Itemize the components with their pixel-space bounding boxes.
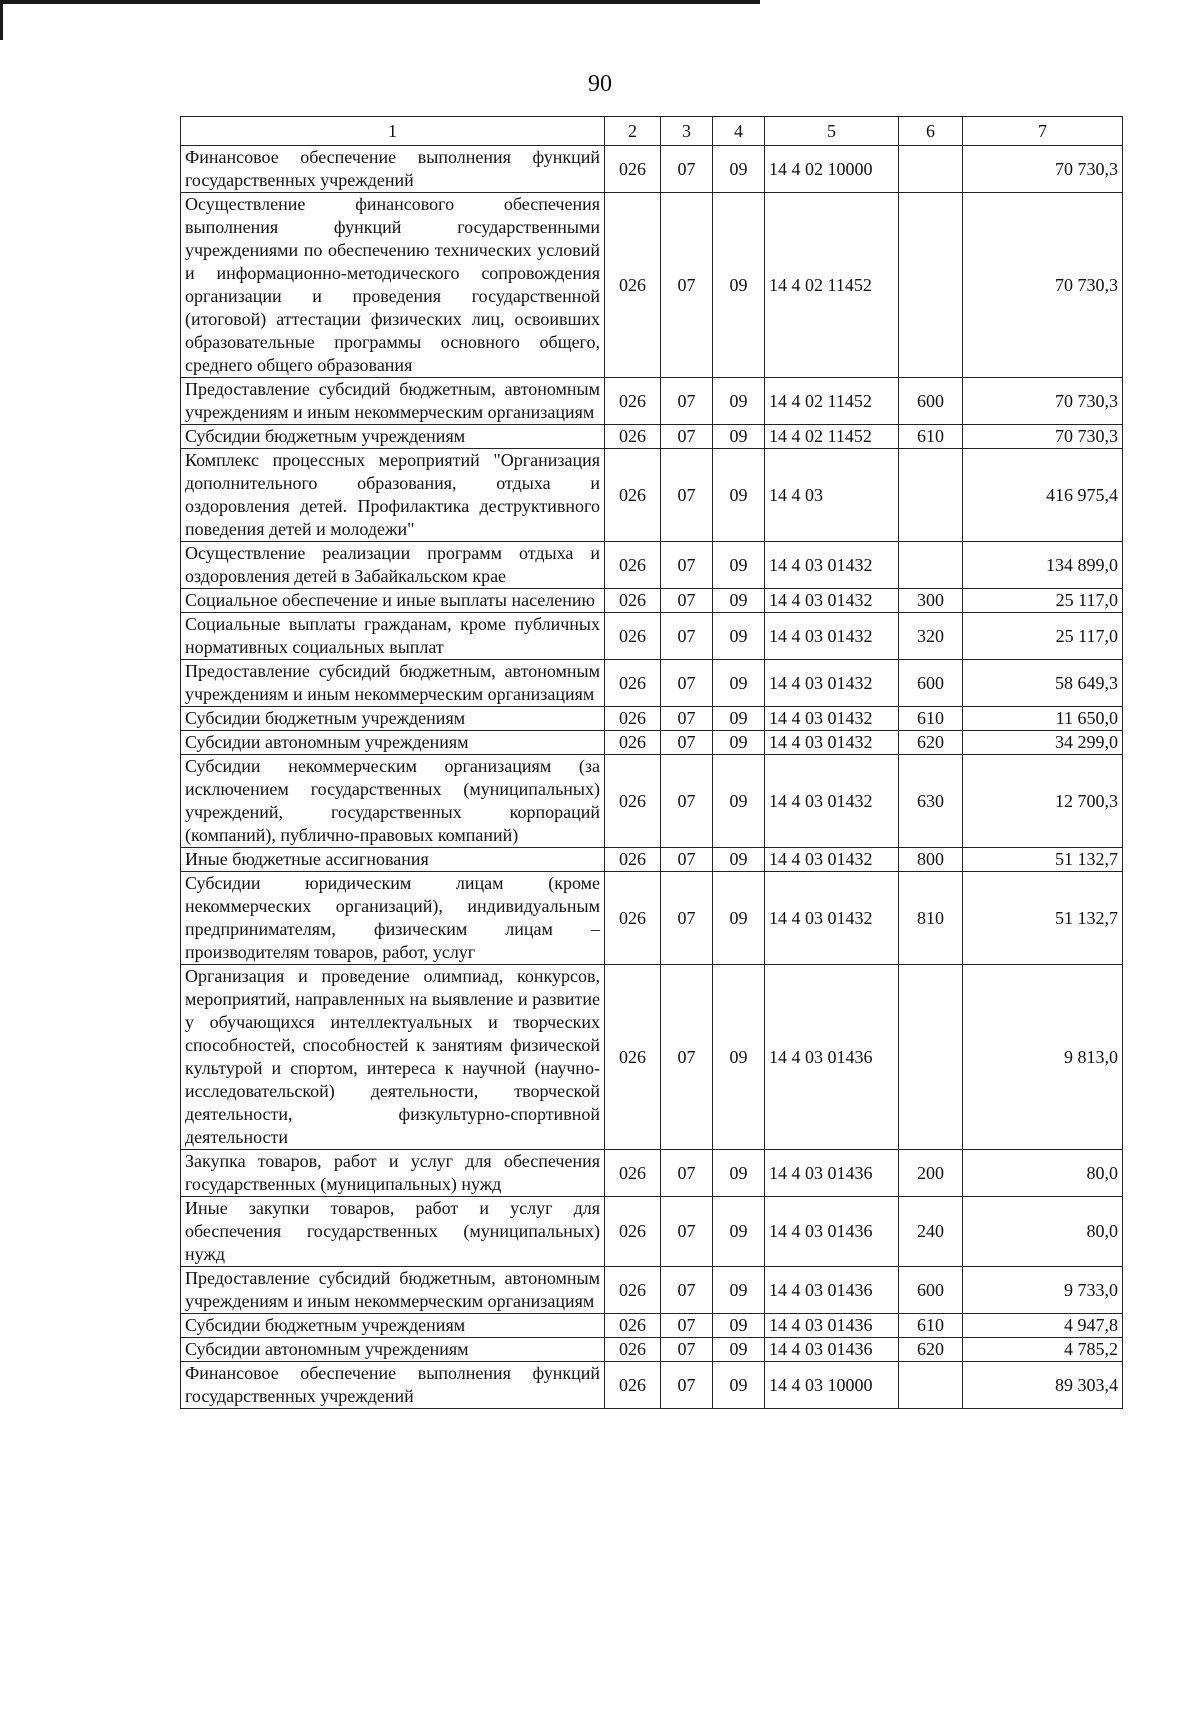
row-code-vr [899,542,963,589]
row-code-vr: 630 [899,755,963,848]
row-description: Предоставление субсидий бюджетным, автономным учреждениям и иным некоммерческим организациям [181,660,605,707]
row-code-rz: 07 [661,1314,713,1338]
row-code-csr: 14 4 03 01432 [765,731,899,755]
row-code-csr: 14 4 03 01436 [765,1314,899,1338]
row-amount: 51 132,7 [963,848,1123,872]
row-amount: 70 730,3 [963,146,1123,193]
table-row [181,1362,1123,1409]
row-code-gr: 026 [605,1314,661,1338]
row-code-gr: 026 [605,755,661,848]
row-code-rz: 07 [661,1267,713,1314]
row-description: Субсидии некоммерческим организациям (за исключением государственных (муниципальных) учреждений, государственных корпораций (компаний), публично-правовых компаний) [181,755,605,848]
row-amount: 70 730,3 [963,425,1123,449]
row-description: Социальное обеспечение и иные выплаты населению [181,589,605,613]
header-col-6: 6 [899,117,963,146]
row-code-vr: 600 [899,1267,963,1314]
table-row [181,707,1123,731]
page-number: 90 [588,71,612,97]
row-code-pr: 09 [713,613,765,660]
header-col-4: 4 [713,117,765,146]
row-description: Предоставление субсидий бюджетным, автономным учреждениям и иным некоммерческим организациям [181,378,605,425]
row-code-vr: 610 [899,425,963,449]
row-code-vr: 600 [899,378,963,425]
row-code-pr: 09 [713,1314,765,1338]
row-code-rz: 07 [661,731,713,755]
row-code-gr: 026 [605,1197,661,1267]
row-code-pr: 09 [713,1338,765,1362]
row-code-csr: 14 4 03 01432 [765,848,899,872]
row-code-rz: 07 [661,1150,713,1197]
row-code-csr: 14 4 03 01432 [765,707,899,731]
row-amount: 4 785,2 [963,1338,1123,1362]
row-code-csr: 14 4 02 11452 [765,378,899,425]
row-code-vr: 300 [899,589,963,613]
scan-edge-left [0,0,3,40]
row-code-rz: 07 [661,1197,713,1267]
row-code-rz: 07 [661,848,713,872]
table-row [181,425,1123,449]
row-code-pr: 09 [713,660,765,707]
table-row [181,589,1123,613]
row-description: Финансовое обеспечение выполнения функций государственных учреждений [181,1362,605,1409]
row-code-pr: 09 [713,378,765,425]
row-code-vr: 800 [899,848,963,872]
table-row [181,146,1123,193]
row-description: Субсидии юридическим лицам (кроме некоммерческих организаций), индивидуальным предпринимателям, физическим лицам – производителям товаров, работ, услуг [181,872,605,965]
row-code-csr: 14 4 03 01436 [765,965,899,1150]
row-code-vr: 600 [899,660,963,707]
row-code-gr: 026 [605,965,661,1150]
row-description: Осуществление финансового обеспечения выполнения функций государственными учреждениями по обеспечению технических условий и информационно-методического сопровождения организации и проведения государственной (итоговой) аттестации физических лиц, освоивших образовательные программы основного общего, среднего общего образования [181,193,605,378]
row-code-gr: 026 [605,542,661,589]
row-code-csr: 14 4 03 01436 [765,1267,899,1314]
row-code-rz: 07 [661,1338,713,1362]
row-code-gr: 026 [605,660,661,707]
row-code-pr: 09 [713,848,765,872]
row-code-vr [899,193,963,378]
row-code-pr: 09 [713,542,765,589]
header-col-1: 1 [181,117,605,146]
row-code-pr: 09 [713,1267,765,1314]
row-description: Социальные выплаты гражданам, кроме публичных нормативных социальных выплат [181,613,605,660]
row-code-gr: 026 [605,707,661,731]
row-amount: 70 730,3 [963,193,1123,378]
row-code-gr: 026 [605,146,661,193]
row-code-vr [899,965,963,1150]
row-amount: 80,0 [963,1150,1123,1197]
row-description: Субсидии бюджетным учреждениям [181,425,605,449]
row-code-vr: 620 [899,731,963,755]
row-amount: 4 947,8 [963,1314,1123,1338]
row-code-vr [899,1362,963,1409]
row-code-rz: 07 [661,193,713,378]
row-code-rz: 07 [661,755,713,848]
row-code-rz: 07 [661,1362,713,1409]
row-code-pr: 09 [713,1150,765,1197]
row-amount: 80,0 [963,1197,1123,1267]
table-row [181,193,1123,378]
row-amount: 12 700,3 [963,755,1123,848]
row-amount: 89 303,4 [963,1362,1123,1409]
header-col-2: 2 [605,117,661,146]
row-code-pr: 09 [713,731,765,755]
row-code-gr: 026 [605,1267,661,1314]
row-code-vr: 610 [899,707,963,731]
row-code-gr: 026 [605,872,661,965]
row-code-pr: 09 [713,755,765,848]
row-code-rz: 07 [661,613,713,660]
table-row [181,449,1123,542]
row-description: Закупка товаров, работ и услуг для обеспечения государственных (муниципальных) нужд [181,1150,605,1197]
row-code-csr: 14 4 03 01432 [765,589,899,613]
row-description: Осуществление реализации программ отдыха и оздоровления детей в Забайкальском крае [181,542,605,589]
row-code-vr: 810 [899,872,963,965]
row-amount: 11 650,0 [963,707,1123,731]
row-code-gr: 026 [605,1338,661,1362]
table-row [181,542,1123,589]
row-code-rz: 07 [661,707,713,731]
table-row [181,755,1123,848]
row-code-gr: 026 [605,1362,661,1409]
row-code-csr: 14 4 03 [765,449,899,542]
row-code-rz: 07 [661,378,713,425]
row-code-gr: 026 [605,1150,661,1197]
row-code-rz: 07 [661,146,713,193]
row-code-csr: 14 4 02 10000 [765,146,899,193]
row-code-csr: 14 4 02 11452 [765,193,899,378]
row-code-csr: 14 4 03 01432 [765,660,899,707]
row-description: Субсидии бюджетным учреждениям [181,707,605,731]
row-code-gr: 026 [605,449,661,542]
header-col-5: 5 [765,117,899,146]
row-code-csr: 14 4 03 01436 [765,1150,899,1197]
row-amount: 9 813,0 [963,965,1123,1150]
row-amount: 416 975,4 [963,449,1123,542]
row-code-rz: 07 [661,425,713,449]
table-row [181,660,1123,707]
row-code-csr: 14 4 02 11452 [765,425,899,449]
row-code-rz: 07 [661,589,713,613]
row-code-pr: 09 [713,1197,765,1267]
header-col-7: 7 [963,117,1123,146]
row-code-vr: 240 [899,1197,963,1267]
row-code-gr: 026 [605,425,661,449]
table-row [181,1197,1123,1267]
row-description: Комплекс процессных мероприятий "Организация дополнительного образования, отдыха и оздоровления детей. Профилактика деструктивного поведения детей и молодежи" [181,449,605,542]
row-code-csr: 14 4 03 01436 [765,1197,899,1267]
table-row [181,731,1123,755]
row-description: Иные бюджетные ассигнования [181,848,605,872]
table-row [181,378,1123,425]
table-row [181,872,1123,965]
row-code-pr: 09 [713,146,765,193]
row-code-vr [899,449,963,542]
header-col-3: 3 [661,117,713,146]
row-code-gr: 026 [605,378,661,425]
row-code-gr: 026 [605,589,661,613]
row-code-rz: 07 [661,872,713,965]
row-code-vr: 610 [899,1314,963,1338]
table-row [181,1314,1123,1338]
row-description: Организация и проведение олимпиад, конкурсов, мероприятий, направленных на выявление и развитие у обучающихся интеллектуальных и творческих способностей, способностей к занятиям физической культурой и спортом, интереса к научной (научно-исследовательской) деятельности, творческой деятельности, физкультурно-спортивной деятельности [181,965,605,1150]
row-description: Субсидии автономным учреждениям [181,731,605,755]
row-code-pr: 09 [713,1362,765,1409]
row-code-pr: 09 [713,707,765,731]
row-code-pr: 09 [713,449,765,542]
row-code-pr: 09 [713,193,765,378]
row-code-gr: 026 [605,613,661,660]
row-amount: 51 132,7 [963,872,1123,965]
table-row [181,848,1123,872]
row-code-csr: 14 4 03 01436 [765,1338,899,1362]
header-row [181,117,1123,146]
row-amount: 34 299,0 [963,731,1123,755]
scan-edge-top [0,0,760,4]
row-description: Предоставление субсидий бюджетным, автономным учреждениям и иным некоммерческим организациям [181,1267,605,1314]
row-description: Субсидии бюджетным учреждениям [181,1314,605,1338]
row-code-gr: 026 [605,731,661,755]
row-code-csr: 14 4 03 01432 [765,613,899,660]
row-code-pr: 09 [713,589,765,613]
row-amount: 58 649,3 [963,660,1123,707]
row-code-vr: 320 [899,613,963,660]
table-row [181,613,1123,660]
table-row [181,1267,1123,1314]
row-amount: 25 117,0 [963,589,1123,613]
table-row [181,1338,1123,1362]
row-code-rz: 07 [661,449,713,542]
row-amount: 25 117,0 [963,613,1123,660]
row-amount: 134 899,0 [963,542,1123,589]
row-code-csr: 14 4 03 01432 [765,872,899,965]
row-code-gr: 026 [605,193,661,378]
row-code-rz: 07 [661,660,713,707]
row-code-csr: 14 4 03 10000 [765,1362,899,1409]
row-code-vr [899,146,963,193]
table-row [181,1150,1123,1197]
budget-table [180,116,1123,1409]
row-code-vr: 620 [899,1338,963,1362]
row-code-rz: 07 [661,965,713,1150]
table-row [181,965,1123,1150]
row-amount: 9 733,0 [963,1267,1123,1314]
row-code-pr: 09 [713,872,765,965]
row-code-vr: 200 [899,1150,963,1197]
row-code-gr: 026 [605,848,661,872]
row-amount: 70 730,3 [963,378,1123,425]
row-code-pr: 09 [713,425,765,449]
row-code-csr: 14 4 03 01432 [765,542,899,589]
row-code-rz: 07 [661,542,713,589]
row-description: Финансовое обеспечение выполнения функций государственных учреждений [181,146,605,193]
row-code-pr: 09 [713,965,765,1150]
row-description: Иные закупки товаров, работ и услуг для обеспечения государственных (муниципальных) нужд [181,1197,605,1267]
row-code-csr: 14 4 03 01432 [765,755,899,848]
row-description: Субсидии автономным учреждениям [181,1338,605,1362]
